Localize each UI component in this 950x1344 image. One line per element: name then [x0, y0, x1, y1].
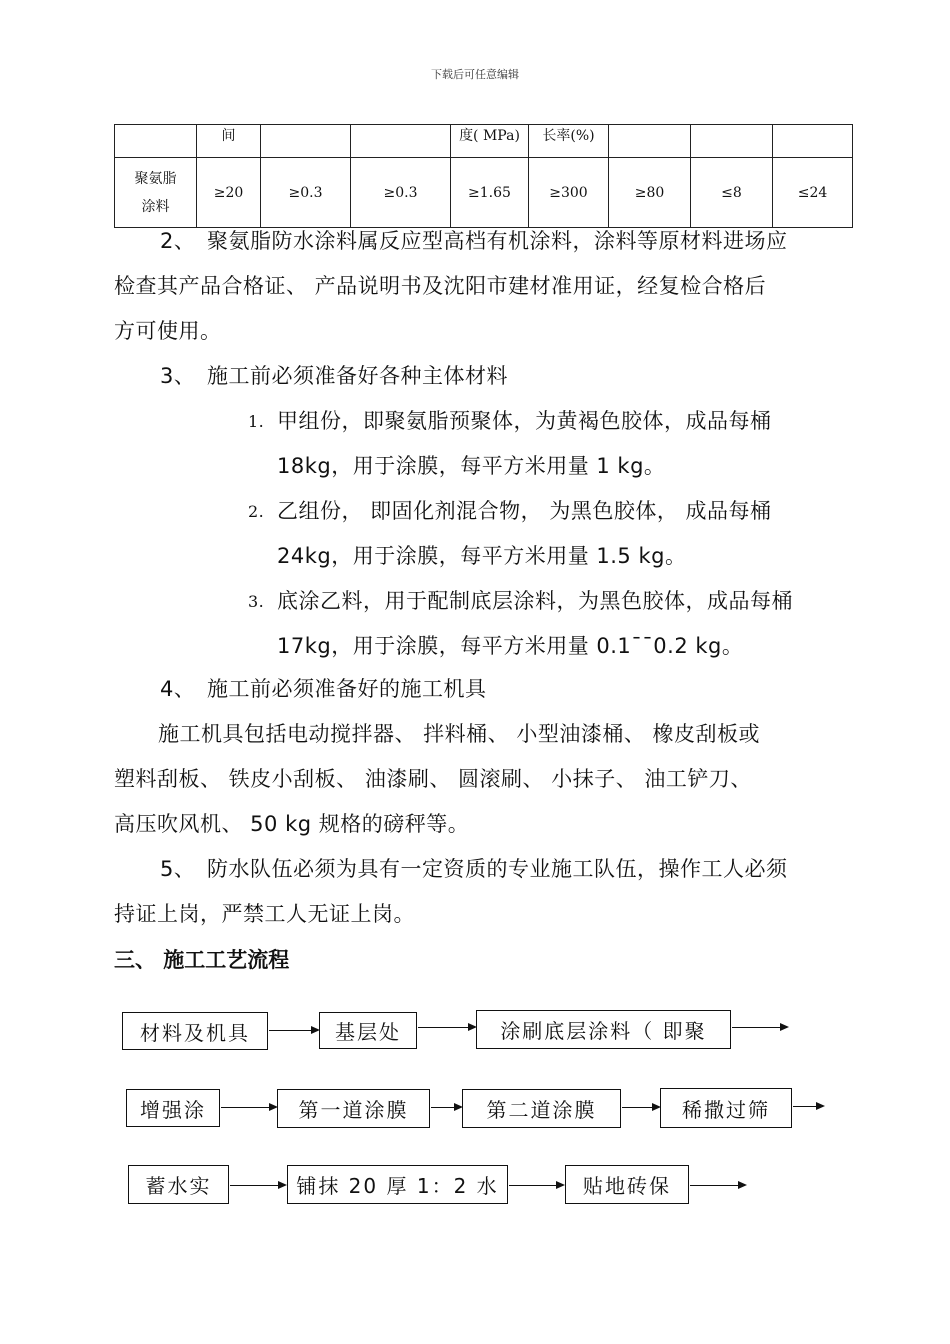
para-5-num: 5、 — [160, 857, 196, 881]
table-cell-material — [115, 158, 197, 228]
flow-box: 第二道涂膜 — [462, 1089, 621, 1128]
para-5-line: 防水队伍必须为具有一定资质的专业施工队伍，操作工人必须 — [207, 857, 788, 881]
flow-box: 基层处 — [319, 1012, 417, 1049]
table-cell: ≥0.3 — [261, 158, 351, 228]
list-item-line: 甲组份，即聚氨脂预聚体，为黄褐色胶体，成品每桶 — [277, 409, 772, 433]
spec-table — [114, 124, 853, 228]
flow-arrow — [269, 1030, 318, 1031]
tools-line: 塑料刮板、 铁皮小刮板、 油漆刷、 圆滚刷、 小抹子、 油工铲刀、 — [114, 767, 752, 791]
table-cell: 间 — [197, 125, 261, 158]
para-4-text: 施工前必须准备好的施工机具 — [207, 677, 487, 701]
material-line: 涂料 — [141, 198, 170, 215]
flow-arrow — [431, 1107, 461, 1108]
table-cell: ≥0.3 — [351, 158, 451, 228]
flow-arrow — [418, 1027, 475, 1028]
flow-arrow — [793, 1106, 823, 1107]
flow-box: 贴地砖保 — [565, 1165, 689, 1204]
table-cell — [609, 125, 691, 158]
flow-box: 第一道涂膜 — [277, 1089, 430, 1128]
material-line: 聚氨脂 — [134, 170, 177, 187]
table-cell — [261, 125, 351, 158]
list-item-line: 18kg，用于涂膜，每平方米用量 1 kg。 — [277, 454, 666, 478]
flow-box: 铺抹 20 厚 1：2 水 — [287, 1165, 508, 1204]
flow-box: 涂刷底层涂料（ 即聚 — [476, 1010, 731, 1049]
list-item-line: 底涂乙料，用于配制底层涂料，为黑色胶体，成品每桶 — [277, 589, 793, 613]
table-cell — [115, 125, 197, 158]
table-cell — [691, 125, 773, 158]
table-cell: 度( MPa) — [451, 125, 529, 158]
para-2-line: 方可使用。 — [114, 319, 222, 343]
list-num: 1. — [248, 412, 265, 431]
para-4-num: 4、 — [160, 677, 196, 701]
flow-box: 增强涂 — [126, 1089, 220, 1127]
tools-line: 施工机具包括电动搅拌器、 拌料桶、 小型油漆桶、 橡皮刮板或 — [158, 722, 761, 746]
para-2-line: 检查其产品合格证、 产品说明书及沈阳市建材准用证，经复检合格后 — [114, 274, 767, 298]
flow-arrow — [509, 1185, 563, 1186]
flow-arrow — [622, 1107, 659, 1108]
section-title: 三、 施工工艺流程 — [114, 948, 290, 972]
list-item-line: 17kg，用于涂膜，每平方米用量 0.1¯¯0.2 kg。 — [277, 634, 744, 658]
page-header: 下载后可任意编辑 — [431, 68, 519, 81]
flow-box: 蓄水实 — [128, 1165, 229, 1204]
table-cell: 长率(%) — [529, 125, 609, 158]
table-cell: ≤24 — [773, 158, 853, 228]
table-row — [115, 125, 853, 158]
para-3-num: 3、 — [160, 364, 196, 388]
para-2-num: 2、 — [160, 229, 196, 253]
table-cell — [351, 125, 451, 158]
para-2-line: 聚氨脂防水涂料属反应型高档有机涂料，涂料等原材料进场应 — [207, 229, 788, 253]
para-5-line: 持证上岗，严禁工人无证上岗。 — [114, 902, 415, 926]
table-cell: ≥300 — [529, 158, 609, 228]
list-item-line: 24kg，用于涂膜，每平方米用量 1.5 kg。 — [277, 544, 687, 568]
table-cell — [773, 125, 853, 158]
table-cell: ≥80 — [609, 158, 691, 228]
list-num: 2. — [248, 502, 265, 521]
list-num: 3. — [248, 592, 265, 611]
para-3-text: 施工前必须准备好各种主体材料 — [207, 364, 508, 388]
tools-line: 高压吹风机、 50 kg 规格的磅秤等。 — [114, 812, 470, 836]
table-cell: ≤8 — [691, 158, 773, 228]
table-row — [115, 158, 853, 228]
flow-arrow — [732, 1027, 787, 1028]
flow-arrow — [690, 1185, 745, 1186]
list-item-line: 乙组份， 即固化剂混合物， 为黑色胶体， 成品每桶 — [277, 499, 772, 523]
flow-box: 材料及机具 — [122, 1012, 268, 1050]
table-cell: ≥20 — [197, 158, 261, 228]
flow-box: 稀撒过筛 — [660, 1088, 792, 1128]
flow-arrow — [221, 1107, 276, 1108]
table-cell: ≥1.65 — [451, 158, 529, 228]
flow-arrow — [230, 1185, 285, 1186]
